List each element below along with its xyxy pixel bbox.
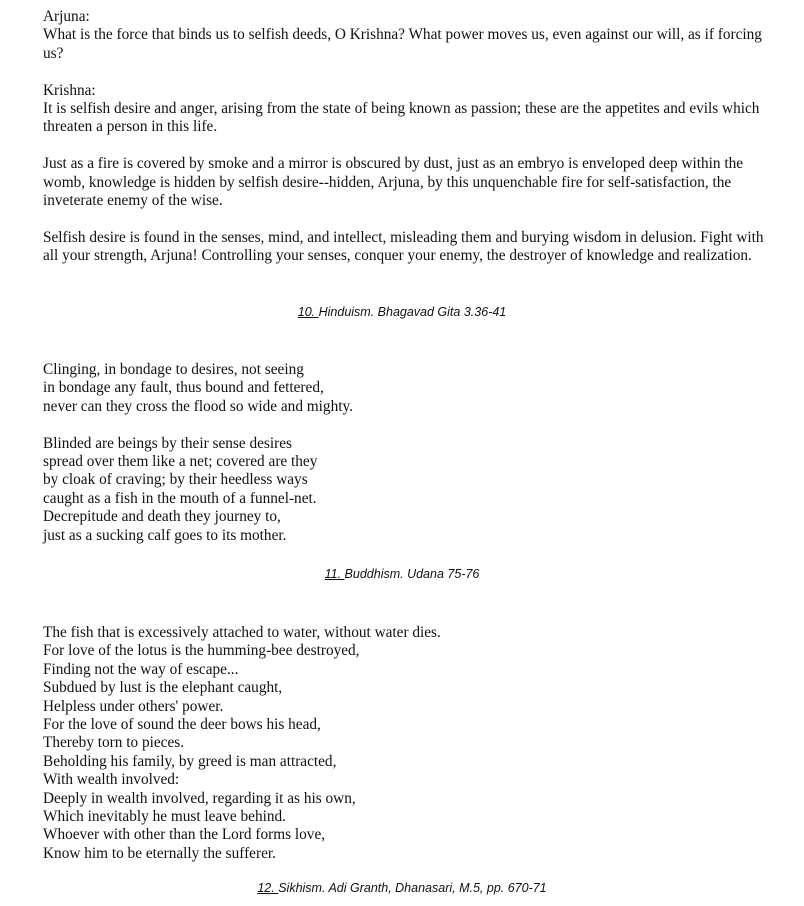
verse-line: With wealth involved: <box>43 771 180 789</box>
verse-line: by cloak of craving; by their heedless ways <box>43 471 308 489</box>
verse-line: spread over them like a net; covered are they <box>43 453 318 471</box>
verse-line: Deeply in wealth involved, regarding it as his own, <box>43 789 356 807</box>
verse-line: just as a sucking calf goes to its mother. <box>43 526 287 544</box>
verse-line: Know him to be eternally the sufferer. <box>43 844 276 862</box>
paragraph-fire-smoke: Just as a fire is covered by smoke and a mirror is obscured by dust, just as an embryo is enveloped deep within the womb, knowledge is hidden by selfish desire--hidden, Arjuna, by this unquenchable fire for self-satisfaction, the inveterate enemy of the wise. <box>43 155 744 210</box>
section-adi-granth <box>43 624 773 863</box>
citation-number: 11. <box>324 567 345 581</box>
arjuna-question: What is the force that binds us to selfish deeds, O Krishna? What power moves us, even against our will, as if forcing us? <box>43 26 762 62</box>
krishna-answer: It is selfish desire and anger, arising from the state of being known as passion; these are the appetites and evils which threaten a person in this life. <box>43 100 760 136</box>
section-bhagavad-gita <box>43 8 773 266</box>
paragraph-selfish-desire: Selfish desire is found in the senses, mind, and intellect, misleading them and burying wisdom in delusion. Fight with all your strength, Arjuna! Controlling your senses, conquer your enemy, the destroyer of knowledge and realization. <box>43 228 764 265</box>
verse-line: Which inevitably he must leave behind. <box>43 808 286 826</box>
citation-11 <box>0 567 804 581</box>
citation-source: Hinduism. Bhagavad Gita 3.36-41 <box>318 305 507 319</box>
verse-line: in bondage any fault, thus bound and fettered, <box>43 379 324 397</box>
citation-number: 12. <box>257 881 279 895</box>
section-udana <box>43 361 773 545</box>
verse-line: Helpless under others' power. <box>43 697 224 715</box>
stanza-2 <box>43 435 773 545</box>
speaker-krishna: Krishna: <box>43 81 96 99</box>
verse-line: Blinded are beings by their sense desires <box>43 434 292 452</box>
verse-line: Finding not the way of escape... <box>43 660 239 678</box>
stanza-1 <box>43 361 773 416</box>
citation-10 <box>0 305 804 319</box>
verse-line: Whoever with other than the Lord forms love, <box>43 826 326 844</box>
verse-line: Decrepitude and death they journey to, <box>43 508 281 526</box>
verse-line: For love of the lotus is the humming-bee destroyed, <box>43 642 360 660</box>
verse-line: Thereby torn to pieces. <box>43 734 185 752</box>
citation-number: 10. <box>297 305 319 319</box>
citation-12 <box>0 881 804 895</box>
verse-line: Beholding his family, by greed is man attracted, <box>43 752 337 770</box>
verse-line: For the love of sound the deer bows his head, <box>43 716 321 734</box>
citation-source: Buddhism. Udana 75-76 <box>344 567 480 581</box>
verse-line: The fish that is excessively attached to water, without water dies. <box>43 624 441 641</box>
citation-source: Sikhism. Adi Granth, Dhanasari, M.5, pp. 670-71 <box>278 881 547 895</box>
verse-line: never can they cross the flood so wide and mighty. <box>43 397 353 415</box>
speaker-arjuna: Arjuna: <box>43 8 90 25</box>
verse-line: Subdued by lust is the elephant caught, <box>43 679 283 697</box>
verse-line: Clinging, in bondage to desires, not seeing <box>43 361 304 378</box>
verse-line: caught as a fish in the mouth of a funnel-net. <box>43 489 317 507</box>
